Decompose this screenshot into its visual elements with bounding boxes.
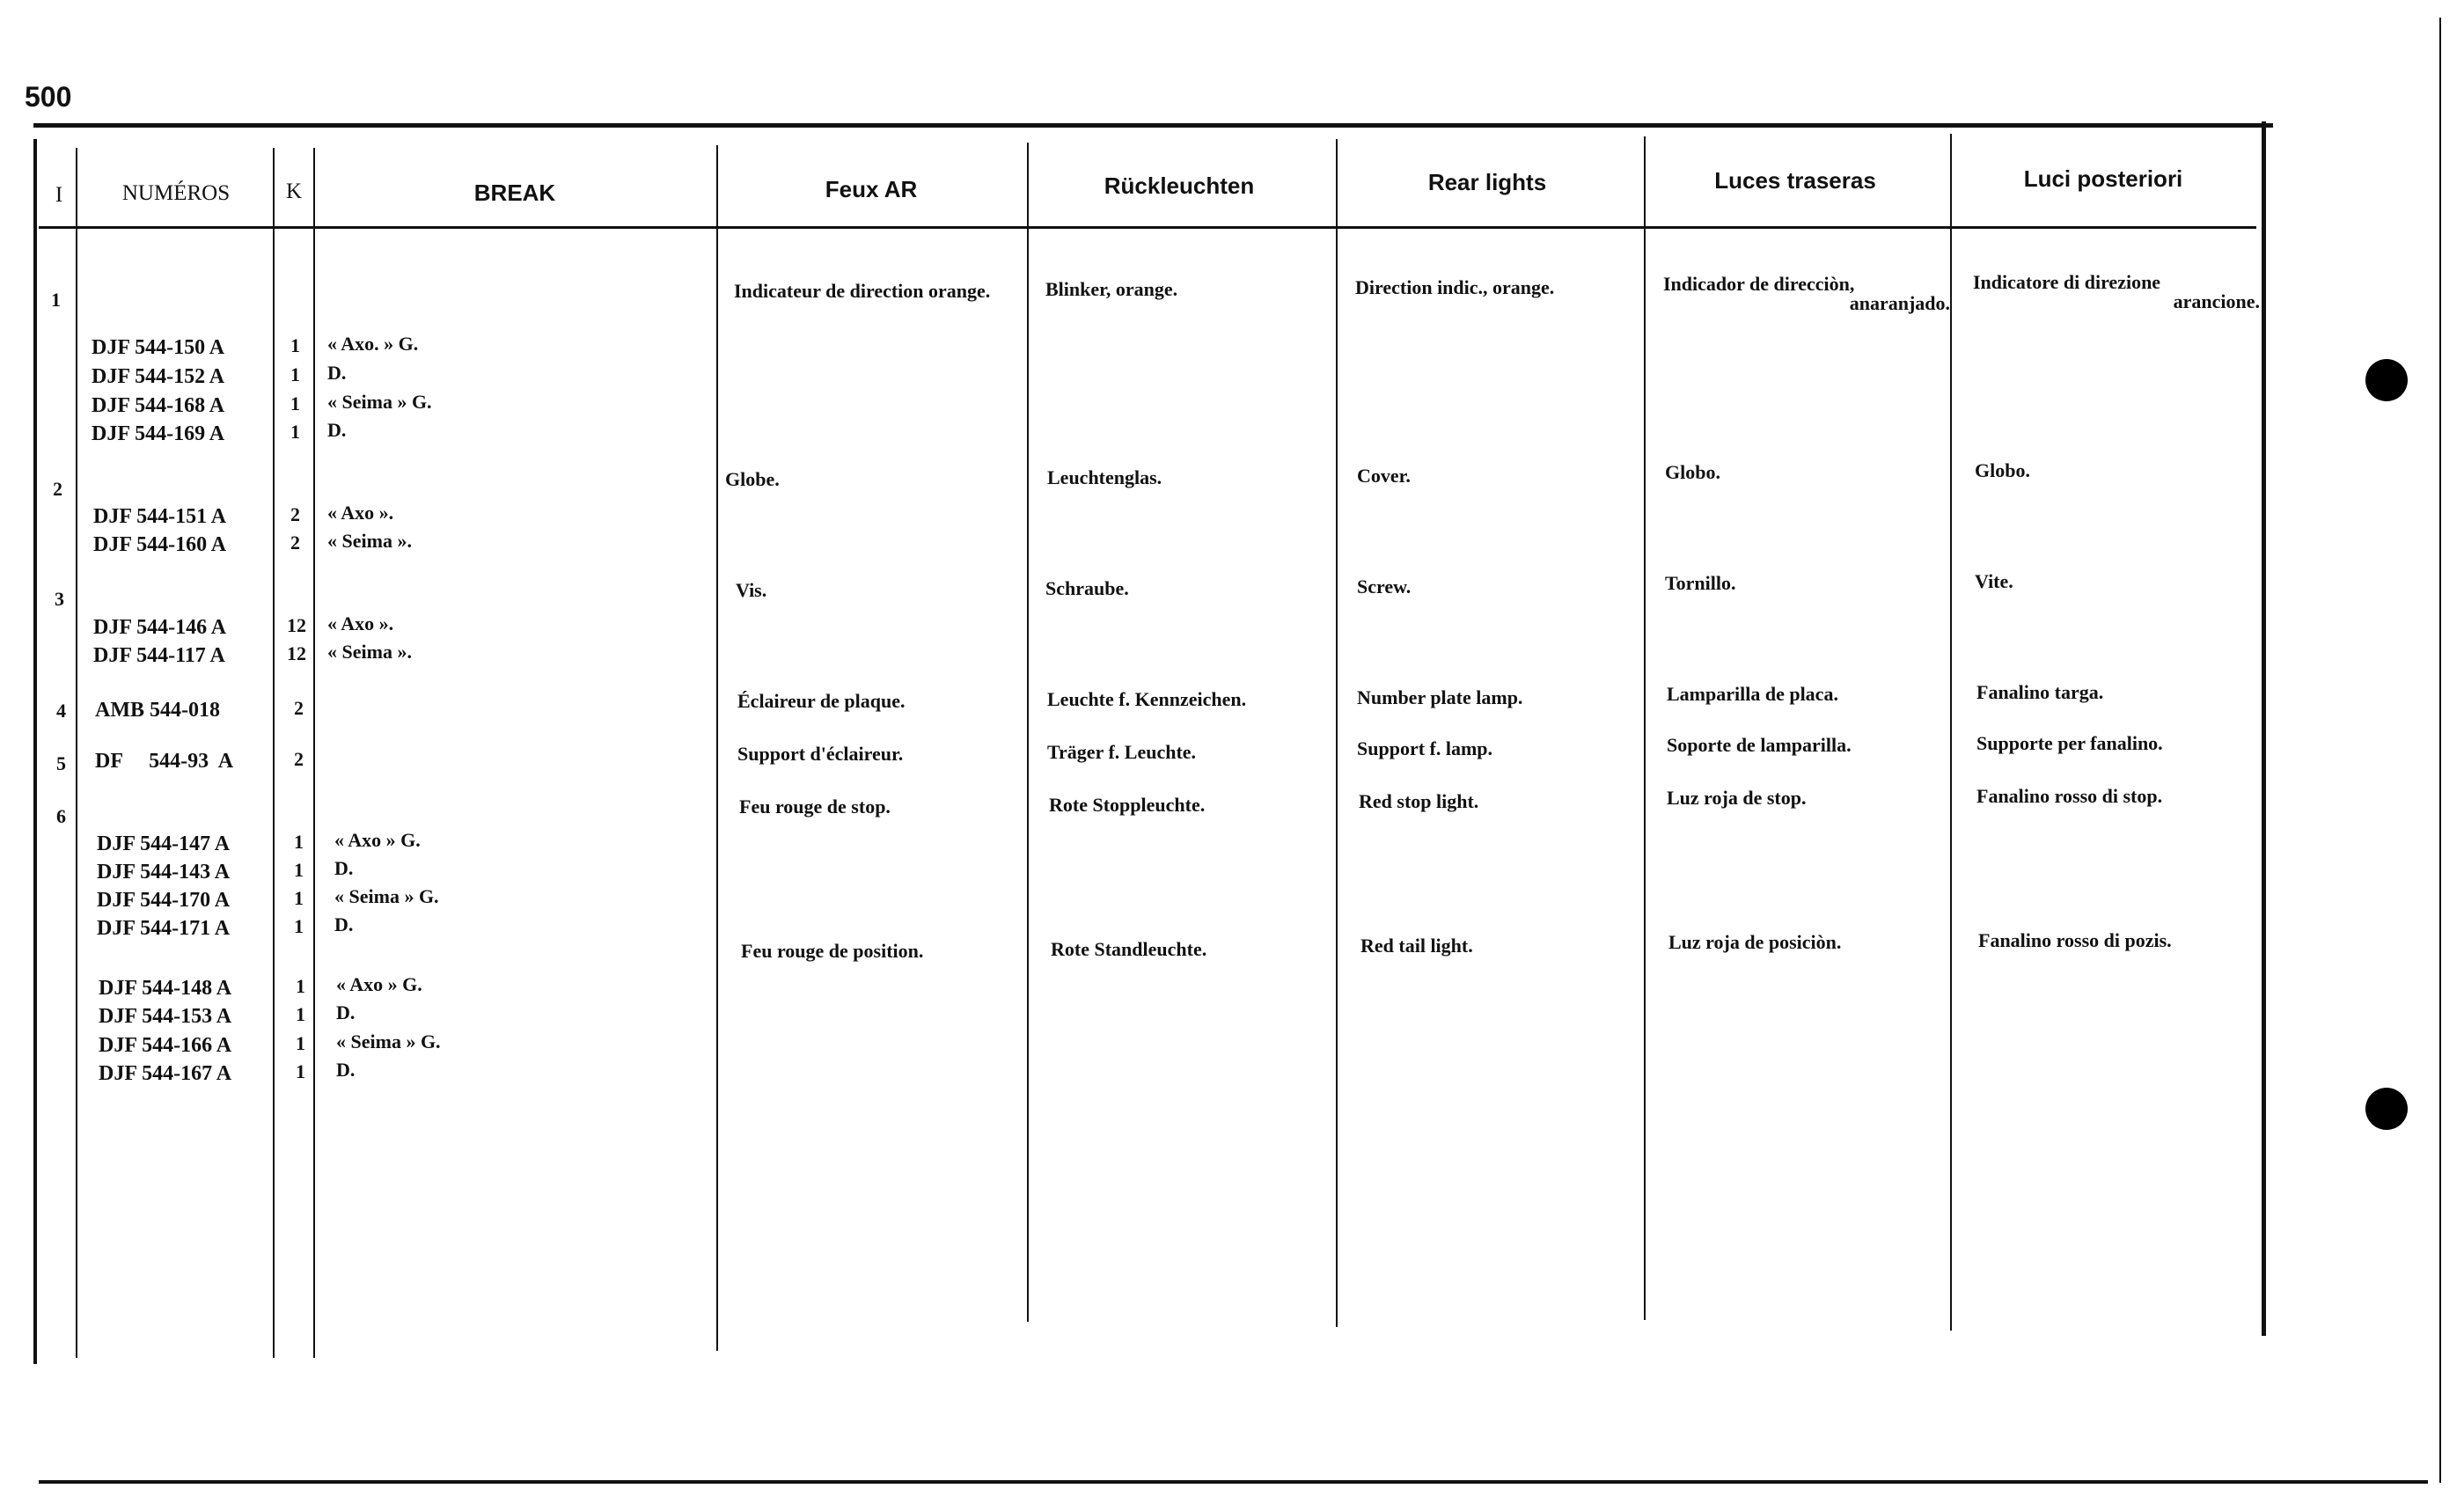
- part-number: DJF 544-151 A: [93, 505, 227, 528]
- header-en: Rear lights: [1427, 169, 1547, 195]
- part-variant: « Seima » G.: [334, 885, 439, 907]
- part-qty: 1: [290, 363, 300, 385]
- part-variant: D.: [336, 1001, 356, 1023]
- part-qty: 1: [296, 975, 305, 997]
- part-qty: 1: [294, 859, 304, 881]
- page-bottom-rule: [39, 1480, 2428, 1484]
- desc-de: Leuchte f. Kennzeichen.: [1047, 688, 1247, 710]
- header-it: Luci posteriori: [2023, 165, 2183, 192]
- part-variant: « Axo » G.: [336, 973, 422, 995]
- part-variant: D.: [334, 857, 354, 879]
- desc-en: Support f. lamp.: [1357, 737, 1493, 759]
- part-number: DJF 544-147 A: [97, 832, 231, 855]
- item-number: 6: [56, 805, 66, 827]
- part-variant: « Seima » G.: [336, 1030, 441, 1052]
- part-qty: 1: [290, 334, 300, 356]
- part-number: DJF 544-143 A: [97, 861, 231, 884]
- binder-hole-top: [2365, 359, 2408, 401]
- col-divider-break: [716, 145, 718, 1351]
- desc-es: Luz roja de stop.: [1667, 787, 1807, 809]
- item-number: 5: [56, 752, 66, 774]
- item-number: 1: [51, 289, 61, 311]
- part-qty: 12: [287, 642, 306, 664]
- part-qty: 1: [290, 421, 300, 443]
- part-number: DJF 544-166 A: [99, 1034, 232, 1057]
- desc-it: Fanalino rosso di pozis.: [1978, 929, 2172, 951]
- header-fr: Feux AR: [825, 176, 918, 202]
- part-number: DJF 544-168 A: [92, 394, 225, 417]
- desc-es: Soporte de lamparilla.: [1667, 734, 1852, 756]
- desc-en: Red stop light.: [1359, 790, 1479, 812]
- desc-fr: Éclaireur de plaque.: [737, 690, 906, 712]
- part-number: DJF 544-150 A: [92, 336, 225, 359]
- part-qty: 2: [290, 503, 300, 525]
- part-variant: « Axo ».: [327, 502, 394, 524]
- part-number: DF 544-93 A: [95, 750, 234, 773]
- header-i: I: [55, 183, 63, 207]
- part-variant: « Seima » G.: [327, 391, 432, 413]
- desc-de: Rote Standleuchte.: [1051, 938, 1207, 960]
- desc-en: Direction indic., orange.: [1355, 276, 1555, 298]
- part-qty: 12: [287, 614, 306, 636]
- desc-es: Globo.: [1665, 461, 1720, 483]
- part-variant: D.: [336, 1059, 356, 1081]
- part-number: DJF 544-153 A: [99, 1005, 232, 1028]
- binder-hole-bottom: [2365, 1088, 2408, 1130]
- desc-es-cont: anaranjado.: [1849, 292, 1950, 314]
- desc-de: Blinker, orange.: [1045, 278, 1178, 300]
- part-number: DJF 544-167 A: [99, 1062, 232, 1085]
- part-number: DJF 544-160 A: [93, 533, 227, 556]
- desc-fr: Vis.: [736, 579, 767, 601]
- col-divider-en: [1644, 136, 1646, 1320]
- part-number: DJF 544-146 A: [93, 616, 227, 639]
- part-qty: 1: [296, 1060, 305, 1082]
- part-variant: D.: [327, 362, 347, 384]
- col-divider-fr: [1027, 143, 1029, 1322]
- desc-es: Tornillo.: [1665, 572, 1736, 594]
- desc-it: Fanalino targa.: [1976, 681, 2104, 703]
- desc-en: Red tail light.: [1360, 935, 1473, 957]
- col-divider-k: [273, 148, 275, 1358]
- desc-fr: Feu rouge de position.: [741, 940, 924, 962]
- header-numeros: NUMÉROS: [121, 181, 231, 205]
- part-variant: « Axo ».: [327, 612, 394, 634]
- desc-it: Vite.: [1975, 570, 2013, 592]
- desc-it: Fanalino rosso di stop.: [1976, 785, 2163, 807]
- col-divider-de: [1336, 139, 1338, 1327]
- part-number: DJF 544-170 A: [97, 889, 231, 912]
- part-variant: D.: [327, 419, 347, 441]
- part-number: DJF 544-169 A: [92, 422, 225, 445]
- header-k: K: [285, 180, 303, 203]
- header-de: Rückleuchten: [1104, 172, 1255, 199]
- col-divider-numeros: [76, 148, 77, 1358]
- desc-es: Luz roja de posiciòn.: [1668, 931, 1842, 953]
- part-variant: « Seima ».: [327, 530, 412, 552]
- desc-fr: Support d'éclaireur.: [737, 743, 904, 765]
- part-qty: 1: [296, 1032, 305, 1054]
- part-variant: « Axo. » G.: [327, 333, 419, 355]
- item-number: 3: [55, 588, 64, 610]
- item-number: 4: [56, 700, 66, 722]
- part-number: DJF 544-148 A: [99, 977, 232, 1000]
- desc-fr: Globe.: [725, 468, 780, 490]
- desc-es: Indicador de direcciòn,: [1663, 273, 1855, 295]
- header-break: BREAK: [473, 180, 556, 206]
- desc-it: Indicatore di direzione: [1973, 271, 2161, 293]
- part-variant: « Seima ».: [327, 641, 412, 663]
- part-qty: 2: [294, 748, 304, 770]
- table-right-border: [2262, 121, 2266, 1336]
- col-divider-k-right: [313, 148, 315, 1358]
- desc-it: Globo.: [1975, 459, 2030, 481]
- desc-fr: Indicateur de direction orange.: [734, 280, 991, 302]
- part-qty: 2: [290, 532, 300, 554]
- table-top-border: [33, 123, 2273, 128]
- desc-en: Screw.: [1357, 576, 1412, 598]
- part-number: AMB 544-018: [95, 699, 220, 722]
- header-es: Luces traseras: [1714, 167, 1876, 194]
- desc-it: Supporte per fanalino.: [1976, 732, 2163, 754]
- part-number: DJF 544-152 A: [92, 365, 225, 388]
- desc-en: Number plate lamp.: [1357, 686, 1523, 708]
- desc-es: Lamparilla de placa.: [1667, 683, 1838, 705]
- part-qty: 1: [294, 887, 304, 909]
- part-qty: 1: [294, 831, 304, 853]
- col-divider-es: [1950, 134, 1952, 1331]
- desc-de: Träger f. Leuchte.: [1047, 741, 1197, 763]
- item-number: 2: [53, 478, 62, 500]
- part-variant: D.: [334, 913, 354, 935]
- desc-de: Leuchtenglas.: [1047, 466, 1162, 488]
- table-left-border: [33, 139, 37, 1364]
- part-qty: 1: [290, 392, 300, 414]
- desc-it-cont: arancione.: [2173, 290, 2260, 312]
- desc-de: Schraube.: [1045, 577, 1129, 599]
- page-number: 500: [25, 81, 72, 113]
- desc-fr: Feu rouge de stop.: [739, 796, 891, 818]
- part-qty: 2: [294, 697, 304, 719]
- desc-en: Cover.: [1357, 465, 1411, 487]
- part-variant: « Axo » G.: [334, 829, 421, 851]
- part-qty: 1: [294, 915, 304, 937]
- page-edge-line: [2439, 18, 2441, 1483]
- part-number: DJF 544-117 A: [93, 644, 225, 667]
- header-divider: [39, 226, 2256, 229]
- part-qty: 1: [296, 1003, 305, 1025]
- part-number: DJF 544-171 A: [97, 917, 231, 940]
- desc-de: Rote Stoppleuchte.: [1049, 794, 1206, 816]
